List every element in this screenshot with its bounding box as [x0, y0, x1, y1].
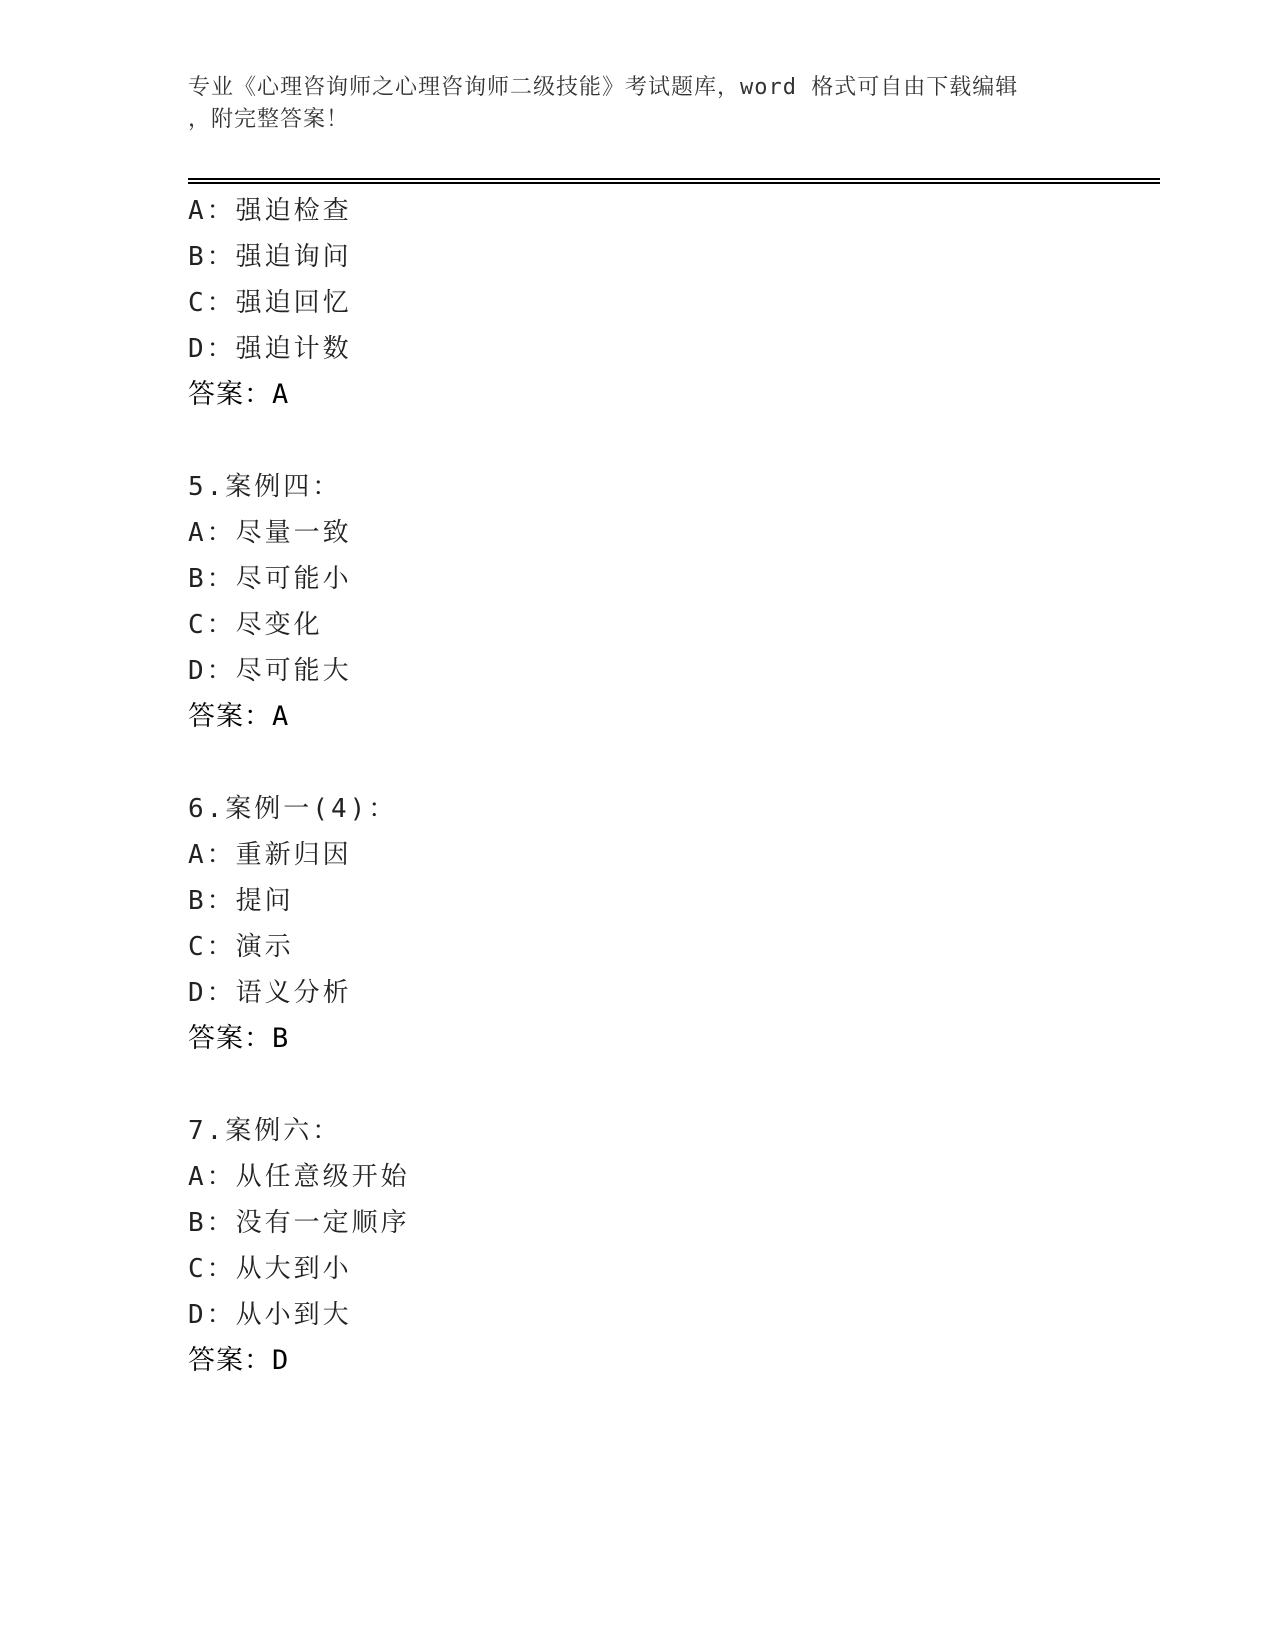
answer-line: 答案：D	[188, 1345, 290, 1376]
header-divider-top	[188, 178, 1160, 180]
question-7	[188, 1108, 1160, 1384]
question-5	[188, 464, 1160, 740]
option-d: D：从小到大	[188, 1300, 352, 1330]
spacer	[188, 1062, 1160, 1108]
option-d: D：尽可能大	[188, 656, 352, 686]
option-a: A：尽量一致	[188, 518, 352, 548]
option-c: C：强迫回忆	[188, 288, 352, 318]
header-line-1: 专业《心理咨询师之心理咨询师二级技能》考试题库，word 格式可自由下载编辑	[188, 75, 1019, 100]
option-b: B：强迫询问	[188, 242, 352, 272]
question-list	[188, 188, 1160, 1384]
document-header	[188, 72, 1088, 136]
question-title: 6.案例一(4)：	[188, 794, 398, 824]
option-b: B：尽可能小	[188, 564, 352, 594]
answer-line: 答案：A	[188, 701, 290, 732]
spacer	[188, 740, 1160, 786]
option-d: D：语义分析	[188, 978, 352, 1008]
question-6	[188, 786, 1160, 1062]
option-b: B：没有一定顺序	[188, 1208, 410, 1238]
question-4	[188, 188, 1160, 418]
option-c: C：尽变化	[188, 610, 323, 640]
option-b: B：提问	[188, 886, 294, 916]
spacer	[188, 418, 1160, 464]
question-title: 5.案例四：	[188, 472, 342, 502]
option-c: C：从大到小	[188, 1254, 352, 1284]
option-a: A：从任意级开始	[188, 1162, 410, 1192]
answer-line: 答案：B	[188, 1023, 290, 1054]
answer-line: 答案：A	[188, 379, 290, 410]
option-d: D：强迫计数	[188, 334, 352, 364]
question-title: 7.案例六：	[188, 1116, 342, 1146]
header-divider-bottom	[188, 182, 1160, 184]
header-line-2: ，附完整答案！	[188, 107, 350, 132]
option-a: A：强迫检查	[188, 196, 352, 226]
option-c: C：演示	[188, 932, 294, 962]
option-a: A：重新归因	[188, 840, 352, 870]
